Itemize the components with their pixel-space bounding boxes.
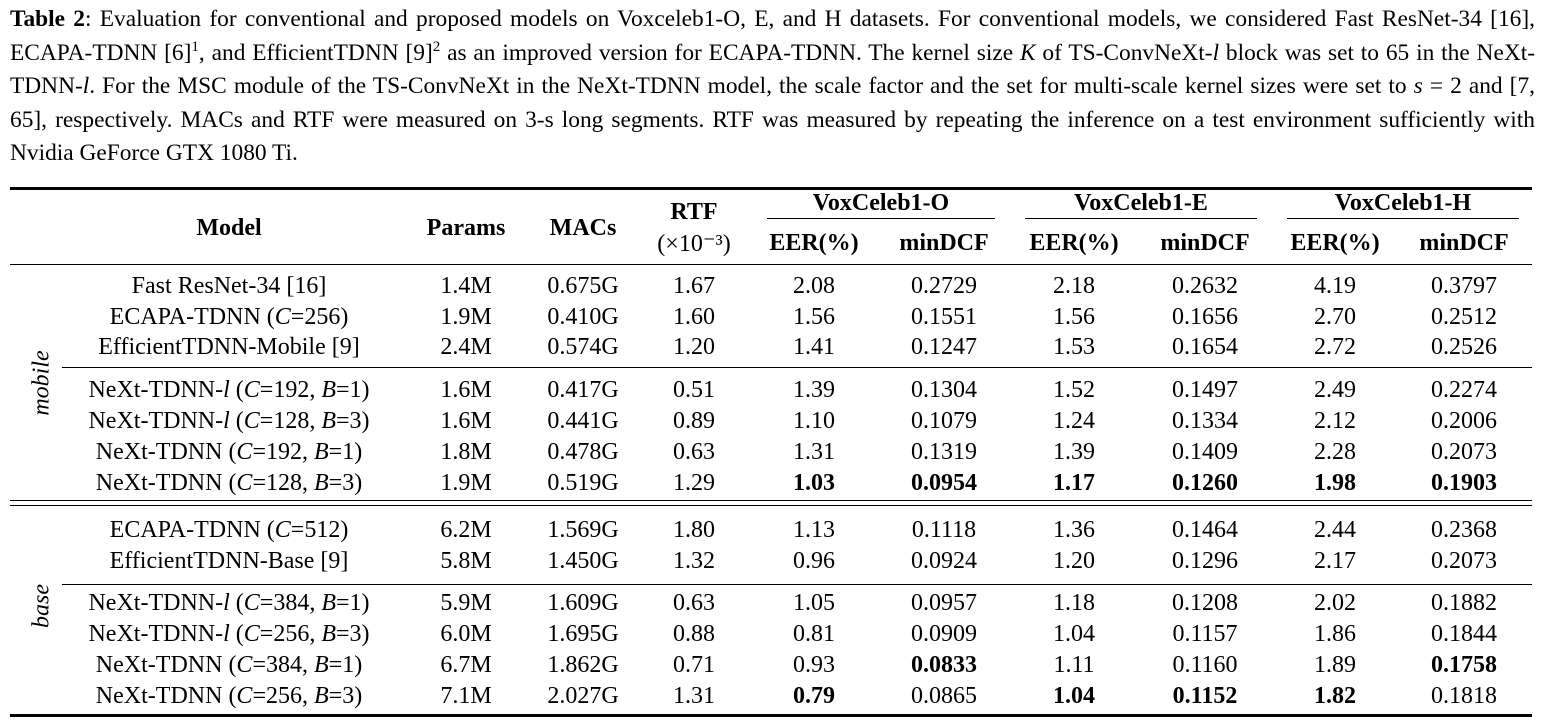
cell-o-eer: 1.05 bbox=[793, 590, 835, 616]
cell-rtf: 0.63 bbox=[673, 439, 715, 465]
cell-o-dcf: 0.2729 bbox=[911, 273, 977, 299]
cell-e-eer: 1.17 bbox=[1053, 470, 1095, 496]
cell-macs: 1.862G bbox=[547, 652, 619, 678]
model-var: B bbox=[321, 408, 336, 434]
cell-rtf: 0.88 bbox=[673, 621, 715, 647]
cell-params: 6.0M bbox=[440, 621, 492, 647]
cell-o-eer: 0.93 bbox=[793, 652, 835, 678]
cell-macs: 1.450G bbox=[547, 548, 619, 574]
cell-e-dcf: 0.1656 bbox=[1172, 304, 1238, 330]
model-var: l bbox=[223, 408, 230, 434]
cell-h-dcf: 0.1758 bbox=[1431, 652, 1497, 678]
cell-o-eer: 1.03 bbox=[793, 470, 835, 496]
header-e-eer: EER(%) bbox=[1029, 230, 1119, 256]
model-var: C bbox=[243, 377, 260, 403]
cell-h-eer: 1.82 bbox=[1314, 683, 1356, 709]
cell-params: 1.6M bbox=[440, 377, 492, 403]
model-var: C bbox=[274, 517, 291, 543]
cell-h-dcf: 0.1903 bbox=[1431, 470, 1497, 496]
header-e-mindcf: minDCF bbox=[1160, 230, 1250, 256]
cell-e-dcf: 0.1260 bbox=[1172, 470, 1238, 496]
cell-o-eer: 1.13 bbox=[793, 517, 835, 543]
cell-o-dcf: 0.1118 bbox=[911, 517, 977, 543]
group-double-rule-1 bbox=[10, 500, 1532, 501]
base-sub-rule bbox=[62, 584, 1532, 585]
cell-e-eer: 1.04 bbox=[1053, 683, 1095, 709]
cell-h-dcf: 0.2073 bbox=[1431, 548, 1497, 574]
cell-e-eer: 1.11 bbox=[1053, 652, 1095, 678]
caption-text: as an improved version for ECAPA-TDNN. The kernel size bbox=[440, 39, 1020, 66]
cell-o-eer: 1.31 bbox=[793, 439, 835, 465]
cell-params: 2.4M bbox=[440, 334, 492, 360]
model-name: NeXt-TDNN-l (C=256, B=3) bbox=[88, 621, 370, 647]
cell-macs: 0.574G bbox=[547, 334, 619, 360]
cell-h-dcf: 0.2512 bbox=[1431, 304, 1497, 330]
cell-e-dcf: 0.1152 bbox=[1172, 683, 1238, 709]
cell-rtf: 0.63 bbox=[673, 590, 715, 616]
model-var: B bbox=[313, 470, 329, 496]
cell-rtf: 1.31 bbox=[673, 683, 715, 709]
model-var: B bbox=[321, 377, 336, 403]
cell-params: 1.9M bbox=[440, 304, 492, 330]
model-var: B bbox=[321, 621, 336, 647]
cell-o-eer: 1.56 bbox=[793, 304, 835, 330]
cell-e-dcf: 0.1334 bbox=[1172, 408, 1238, 434]
cell-e-eer: 1.18 bbox=[1053, 590, 1095, 616]
cell-o-dcf: 0.1551 bbox=[911, 304, 977, 330]
model-var: C bbox=[243, 590, 260, 616]
cell-e-dcf: 0.2632 bbox=[1172, 273, 1238, 299]
cell-h-dcf: 0.1882 bbox=[1431, 590, 1497, 616]
cell-h-eer: 1.86 bbox=[1314, 621, 1356, 647]
header-params: Params bbox=[426, 215, 506, 241]
model-name: ECAPA-TDNN (C=256) bbox=[109, 304, 349, 330]
footnote-mark: 1 bbox=[191, 38, 199, 55]
model-var: B bbox=[313, 439, 329, 465]
model-name: NeXt-TDNN-l (C=384, B=1) bbox=[88, 590, 370, 616]
model-name: NeXt-TDNN (C=256, B=3) bbox=[95, 683, 363, 709]
model-var: B bbox=[313, 652, 329, 678]
cell-e-eer: 1.53 bbox=[1053, 334, 1095, 360]
cell-h-dcf: 0.2006 bbox=[1431, 408, 1497, 434]
cell-h-dcf: 0.1818 bbox=[1431, 683, 1497, 709]
cell-h-dcf: 0.1844 bbox=[1431, 621, 1497, 647]
cell-params: 1.8M bbox=[440, 439, 492, 465]
header-rule bbox=[10, 264, 1532, 265]
cell-e-dcf: 0.1409 bbox=[1172, 439, 1238, 465]
caption-var: l bbox=[1212, 39, 1220, 66]
cell-params: 5.9M bbox=[440, 590, 492, 616]
header-voxceleb-e: VoxCeleb1-E bbox=[1074, 190, 1208, 216]
header-o-eer: EER(%) bbox=[769, 230, 859, 256]
cell-h-eer: 2.70 bbox=[1314, 304, 1356, 330]
cell-h-eer: 2.17 bbox=[1314, 548, 1356, 574]
bottom-rule bbox=[10, 714, 1532, 717]
cell-macs: 1.695G bbox=[547, 621, 619, 647]
cell-rtf: 1.67 bbox=[673, 273, 715, 299]
cell-e-eer: 2.18 bbox=[1053, 273, 1095, 299]
cell-e-dcf: 0.1464 bbox=[1172, 517, 1238, 543]
header-rtf: RTF bbox=[670, 199, 718, 225]
cell-rtf: 1.32 bbox=[673, 548, 715, 574]
model-var: C bbox=[236, 439, 253, 465]
cell-h-dcf: 0.2526 bbox=[1431, 334, 1497, 360]
model-name: ECAPA-TDNN (C=512) bbox=[109, 517, 349, 543]
cell-o-dcf: 0.0909 bbox=[911, 621, 977, 647]
cell-e-dcf: 0.1157 bbox=[1172, 621, 1238, 647]
cell-rtf: 0.71 bbox=[673, 652, 715, 678]
cell-macs: 0.519G bbox=[547, 470, 619, 496]
cell-o-dcf: 0.1247 bbox=[911, 334, 977, 360]
cell-o-dcf: 0.0833 bbox=[911, 652, 977, 678]
cell-e-dcf: 0.1208 bbox=[1172, 590, 1238, 616]
group-label-mobile: mobile bbox=[28, 350, 55, 416]
model-var: l bbox=[223, 590, 230, 616]
model-name: NeXt-TDNN-l (C=128, B=3) bbox=[88, 408, 370, 434]
cell-h-eer: 1.89 bbox=[1314, 652, 1356, 678]
cell-params: 6.7M bbox=[440, 652, 492, 678]
cell-o-eer: 1.39 bbox=[793, 377, 835, 403]
model-var: C bbox=[243, 408, 260, 434]
cell-o-eer: 1.41 bbox=[793, 334, 835, 360]
model-var: C bbox=[236, 683, 253, 709]
voxceleb-h-rule bbox=[1287, 218, 1519, 219]
cell-h-dcf: 0.2368 bbox=[1431, 517, 1497, 543]
cell-h-dcf: 0.3797 bbox=[1431, 273, 1497, 299]
cell-e-eer: 1.20 bbox=[1053, 548, 1095, 574]
header-rtf-unit: (×10⁻³) bbox=[657, 231, 731, 257]
cell-o-dcf: 0.1079 bbox=[911, 408, 977, 434]
model-var: l bbox=[223, 377, 230, 403]
voxceleb-e-rule bbox=[1025, 218, 1257, 219]
cell-o-dcf: 0.0957 bbox=[911, 590, 977, 616]
model-name: EfficientTDNN-Base [9] bbox=[109, 548, 349, 574]
cell-e-dcf: 0.1160 bbox=[1172, 652, 1238, 678]
table-caption bbox=[10, 3, 1535, 171]
cell-e-eer: 1.52 bbox=[1053, 377, 1095, 403]
cell-macs: 0.675G bbox=[547, 273, 619, 299]
model-var: C bbox=[236, 652, 253, 678]
header-h-eer: EER(%) bbox=[1290, 230, 1380, 256]
cell-e-eer: 1.04 bbox=[1053, 621, 1095, 647]
caption-var: l bbox=[82, 73, 90, 99]
cell-o-dcf: 0.0924 bbox=[911, 548, 977, 574]
cell-macs: 1.569G bbox=[547, 517, 619, 543]
cell-params: 7.1M bbox=[440, 683, 492, 709]
cell-o-dcf: 0.0865 bbox=[911, 683, 977, 709]
header-voxceleb-o: VoxCeleb1-O bbox=[812, 190, 950, 216]
model-name: EfficientTDNN-Mobile [9] bbox=[98, 334, 360, 360]
cell-params: 6.2M bbox=[440, 517, 492, 543]
cell-h-eer: 2.44 bbox=[1314, 517, 1356, 543]
cell-o-dcf: 0.0954 bbox=[911, 470, 977, 496]
cell-e-eer: 1.24 bbox=[1053, 408, 1095, 434]
cell-h-eer: 2.49 bbox=[1314, 377, 1356, 403]
cell-macs: 0.410G bbox=[547, 304, 619, 330]
caption-text: block was set to 65 in the NeXt-TDNN- bbox=[10, 39, 1536, 99]
caption-text: of TS-ConvNeXt- bbox=[1035, 39, 1213, 66]
cell-rtf: 1.29 bbox=[673, 470, 715, 496]
cell-h-eer: 2.02 bbox=[1314, 590, 1356, 616]
model-name: Fast ResNet-34 [16] bbox=[131, 273, 327, 299]
cell-h-dcf: 0.2073 bbox=[1431, 439, 1497, 465]
cell-params: 5.8M bbox=[440, 548, 492, 574]
model-name: NeXt-TDNN (C=384, B=1) bbox=[95, 652, 363, 678]
model-name: NeXt-TDNN (C=192, B=1) bbox=[95, 439, 363, 465]
group-double-rule-2 bbox=[10, 505, 1532, 506]
model-var: B bbox=[313, 683, 329, 709]
cell-macs: 1.609G bbox=[547, 590, 619, 616]
cell-macs: 0.441G bbox=[547, 408, 619, 434]
cell-rtf: 1.60 bbox=[673, 304, 715, 330]
caption-var: K bbox=[1019, 39, 1036, 66]
cell-o-eer: 2.08 bbox=[793, 273, 835, 299]
cell-o-eer: 0.81 bbox=[793, 621, 835, 647]
model-name: NeXt-TDNN (C=128, B=3) bbox=[95, 470, 363, 496]
cell-rtf: 1.20 bbox=[673, 334, 715, 360]
cell-macs: 0.417G bbox=[547, 377, 619, 403]
cell-macs: 0.478G bbox=[547, 439, 619, 465]
cell-macs: 2.027G bbox=[547, 683, 619, 709]
model-var: l bbox=[223, 621, 230, 647]
cell-params: 1.6M bbox=[440, 408, 492, 434]
cell-h-dcf: 0.2274 bbox=[1431, 377, 1497, 403]
cell-e-dcf: 0.1654 bbox=[1172, 334, 1238, 360]
voxceleb-o-rule bbox=[767, 218, 995, 219]
cell-o-eer: 1.10 bbox=[793, 408, 835, 434]
cell-h-eer: 2.28 bbox=[1314, 439, 1356, 465]
mobile-sub-rule bbox=[62, 367, 1532, 368]
cell-e-eer: 1.36 bbox=[1053, 517, 1095, 543]
cell-h-eer: 1.98 bbox=[1314, 470, 1356, 496]
model-var: C bbox=[274, 304, 291, 330]
cell-h-eer: 4.19 bbox=[1314, 273, 1356, 299]
header-macs: MACs bbox=[549, 215, 617, 241]
cell-o-dcf: 0.1304 bbox=[911, 377, 977, 403]
group-label-base: base bbox=[28, 584, 55, 628]
caption-label: Table 2 bbox=[10, 6, 85, 32]
caption-text: . For the MSC module of the TS-ConvNeXt in the NeXt-TDNN model, the scale factor and the set for multi-scale kernel sizes were set to bbox=[89, 73, 1414, 99]
header-model: Model bbox=[196, 215, 262, 241]
header-voxceleb-h: VoxCeleb1-H bbox=[1334, 190, 1472, 216]
cell-rtf: 0.51 bbox=[673, 377, 715, 403]
caption-text: : Evaluation for conventional and proposed models on Voxceleb1-O, E, and H datasets. For conventional models, we considered Fast ResNet-34 [16], ECAPA-TDNN [6] bbox=[10, 6, 1535, 66]
cell-rtf: 1.80 bbox=[673, 517, 715, 543]
model-var: C bbox=[236, 470, 253, 496]
cell-o-eer: 0.79 bbox=[793, 683, 835, 709]
cell-h-eer: 2.72 bbox=[1314, 334, 1356, 360]
cell-o-dcf: 0.1319 bbox=[911, 439, 977, 465]
header-o-mindcf: minDCF bbox=[899, 230, 989, 256]
model-name: NeXt-TDNN-l (C=192, B=1) bbox=[88, 377, 370, 403]
cell-o-eer: 0.96 bbox=[793, 548, 835, 574]
cell-params: 1.4M bbox=[440, 273, 492, 299]
cell-h-eer: 2.12 bbox=[1314, 408, 1356, 434]
caption-text: , and EfficientTDNN [9] bbox=[198, 39, 433, 66]
model-var: B bbox=[321, 590, 336, 616]
model-var: C bbox=[243, 621, 260, 647]
cell-e-eer: 1.56 bbox=[1053, 304, 1095, 330]
caption-var: s bbox=[1413, 73, 1423, 99]
caption-text: = 2 and [7, 65], respectively. MACs and RTF were measured on 3-s long segments. RTF was measured by repeating the inference on a test environment sufficiently with Nvidia GeForce GTX 1080 Ti. bbox=[10, 73, 1535, 166]
header-h-mindcf: minDCF bbox=[1419, 230, 1509, 256]
cell-e-eer: 1.39 bbox=[1053, 439, 1095, 465]
cell-rtf: 0.89 bbox=[673, 408, 715, 434]
cell-params: 1.9M bbox=[440, 470, 492, 496]
top-rule bbox=[10, 187, 1532, 190]
cell-e-dcf: 0.1497 bbox=[1172, 377, 1238, 403]
cell-e-dcf: 0.1296 bbox=[1172, 548, 1238, 574]
footnote-mark: 2 bbox=[432, 38, 441, 55]
